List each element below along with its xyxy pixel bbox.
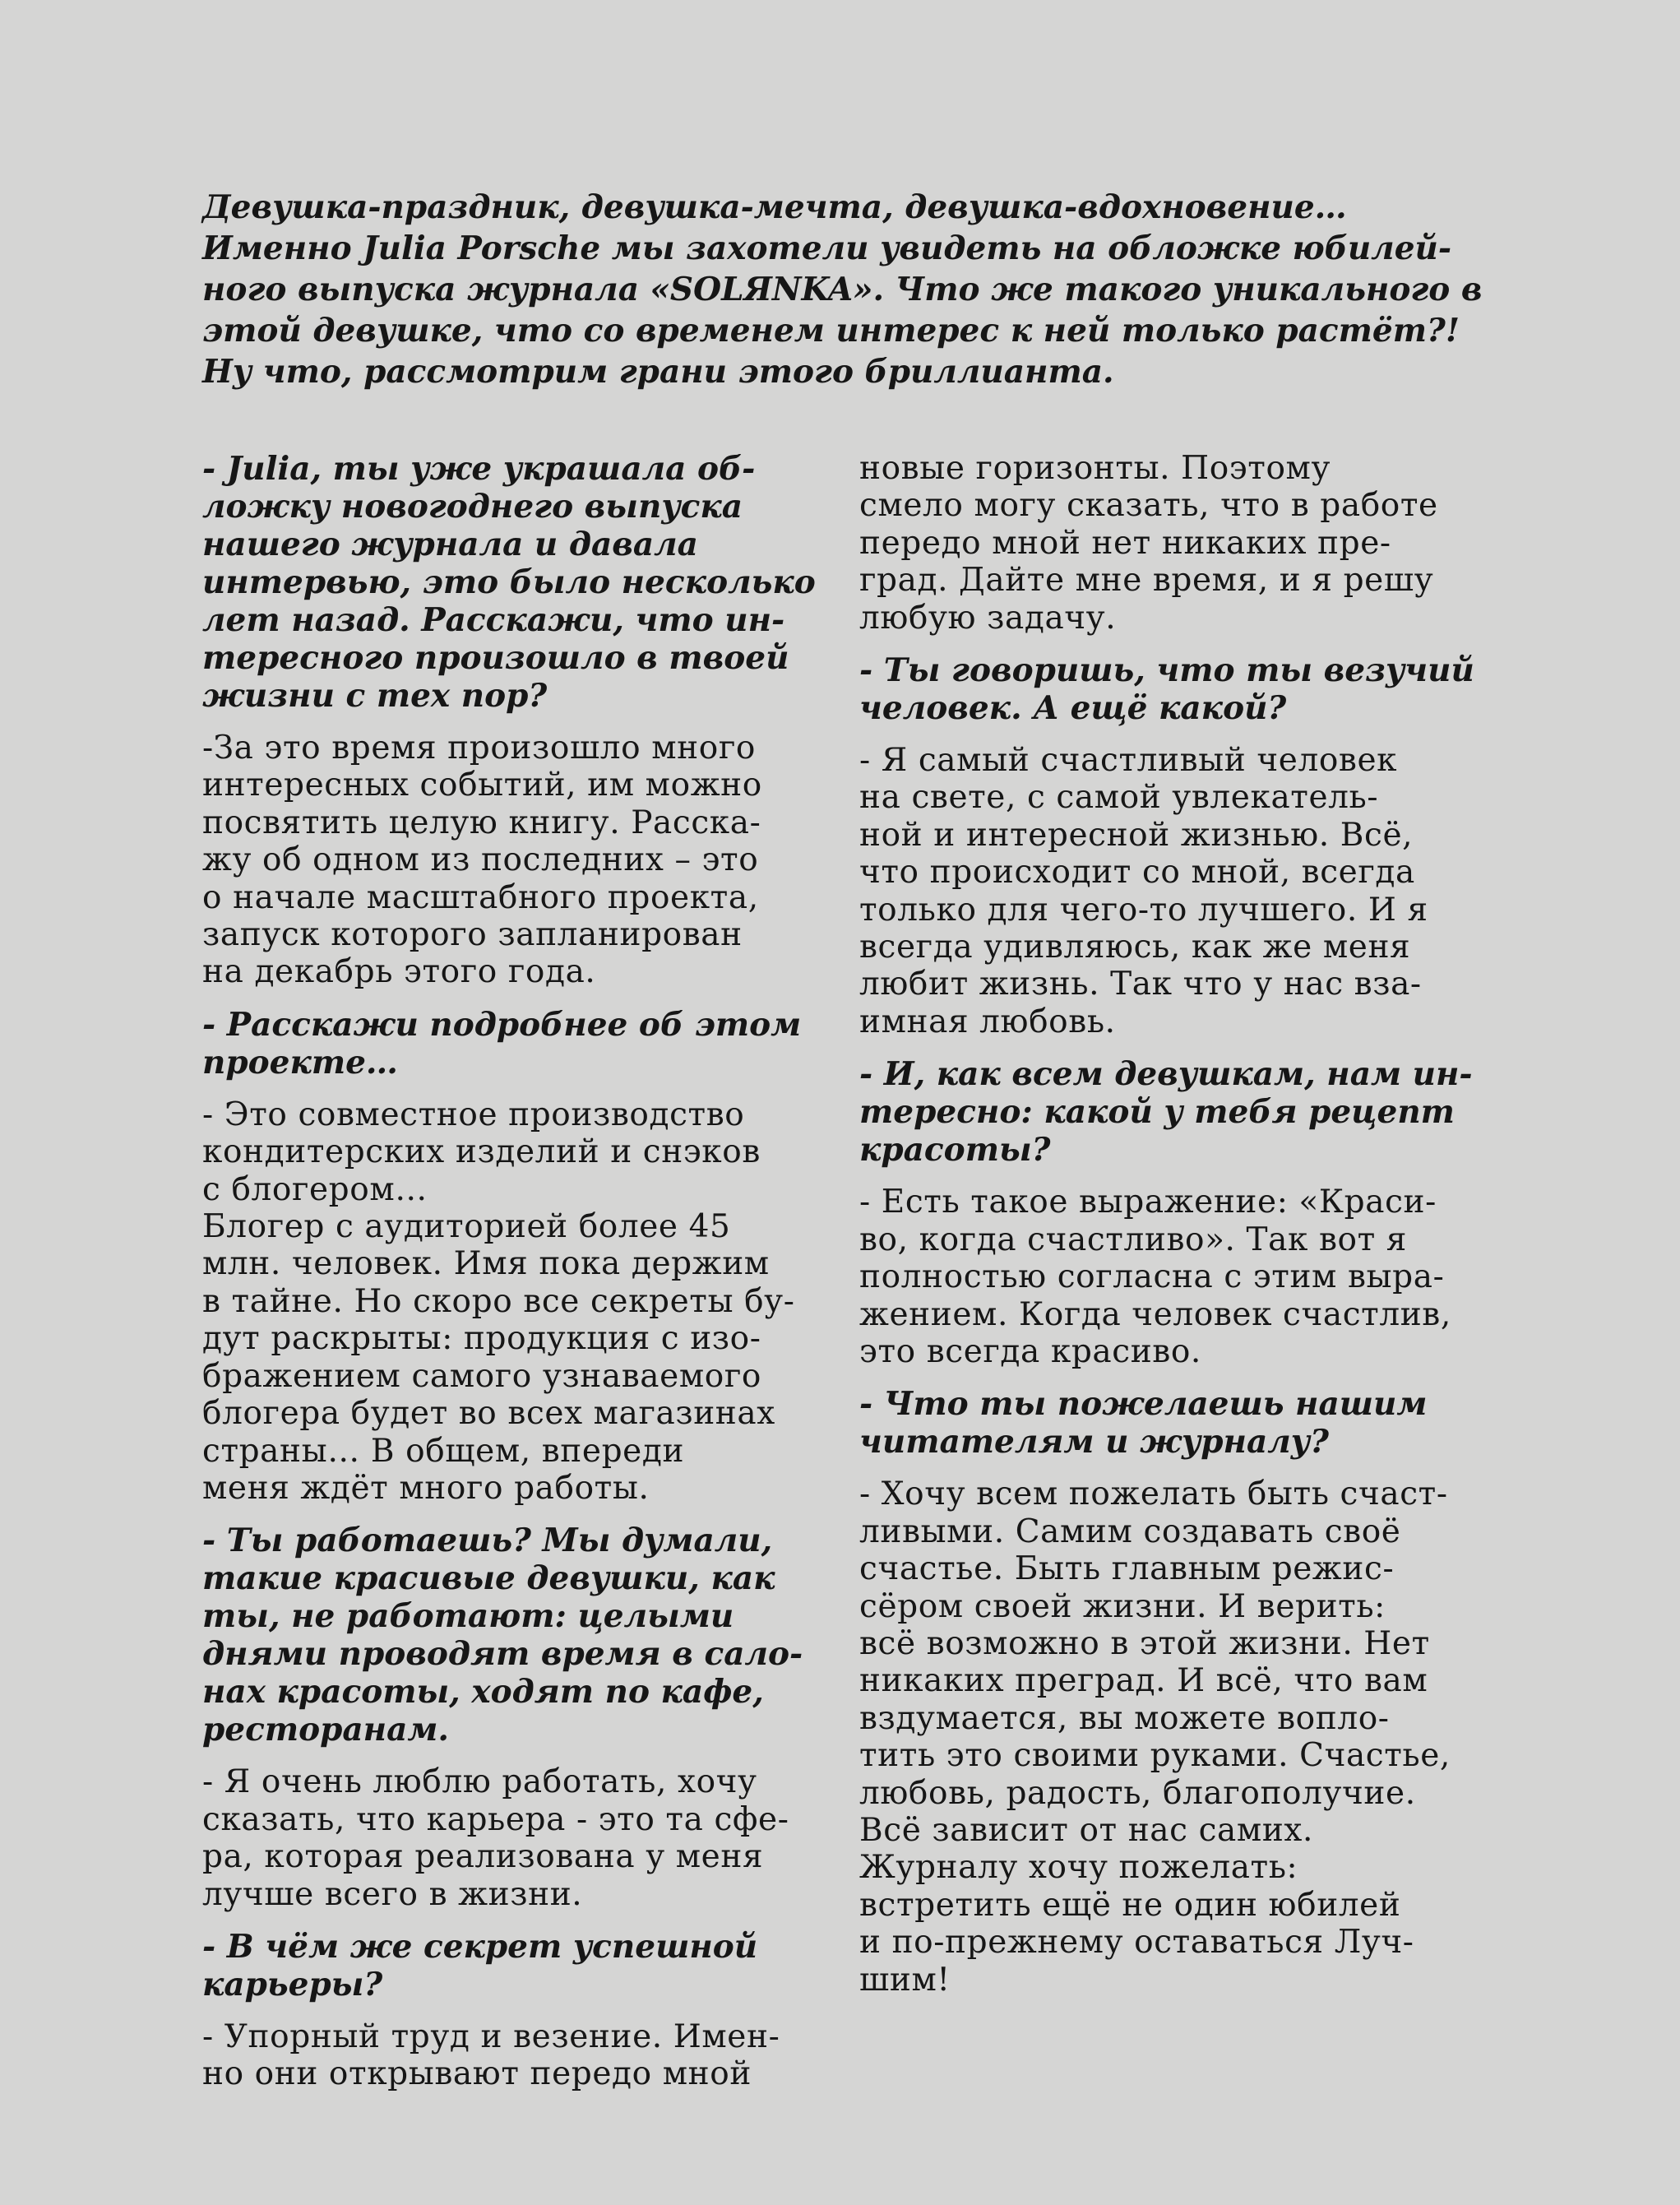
right-column: [859, 450, 1480, 1999]
question-3: - Ты работаешь? Мы думали, такие красивые девушки, как ты, не работают: целыми днями проводят время в сало- нах красоты, ходят по кафе, ресторанам.: [202, 1522, 803, 1749]
question-2: - Расскажи подробнее об этом проекте…: [202, 1005, 802, 1082]
intro-lead: Девушка-праздник, девушка-мечта, девушка-вдохновение… Именно Julia Porsche мы захотели увидеть на обложке юбилей- ного выпуска журнала «SOLЯNKA». Что же такого уникального в этой девушке, что со временем интерес к ней только растёт?! Ну что, рассмотрим грани этого бриллианта.: [202, 188, 1483, 391]
question-5: - Ты говоришь, что ты везучий человек. А ещё какой?: [859, 651, 1474, 728]
question-7: - Что ты пожелаешь нашим читателям и журналу?: [859, 1385, 1428, 1462]
question-4: - В чём же секрет успешной карьеры?: [202, 1927, 758, 2003]
question-6: - И, как всем девушкам, нам ин- тересно: какой у тебя рецепт красоты?: [859, 1055, 1473, 1170]
answer-4-continued: новые горизонты. Поэтому смело могу сказать, что в работе передо мной нет никаких пре- град. Дайте мне время, и я решу любую задачу.: [859, 450, 1438, 637]
answer-4-start: - Упорный труд и везение. Имен- но они открывают передо мной: [202, 2017, 780, 2093]
left-column: [202, 450, 823, 2093]
answer-5: - Я самый счастливый человек на свете, с самой увлекатель- ной и интересной жизнью. Всё, что происходит со мной, всегда только для чего-то лучшего. И я всегда удивляюсь, как же меня любит жизнь. Так что у нас вза- имная любовь.: [859, 742, 1428, 1040]
question-1: - Julia, ты уже украшала об- ложку новогоднего выпуска нашего журнала и давала интервью, это было несколько лет назад. Расскажи, что ин- тересного произошло в твоей жизни с тех пор?: [202, 450, 816, 715]
answer-3: - Я очень люблю работать, хочу сказать, что карьера - это та сфе- ра, которая реализована у меня лучше всего в жизни.: [202, 1763, 789, 1913]
answer-7: - Хочу всем пожелать быть счаст- ливыми. Самим создавать своё счастье. Быть главным режис- сёром своей жизни. И верить: всё возможно в этой жизни. Нет никаких преград. И всё, что вам вздумается, вы можете вопло- тить это своими руками. Счастье, любовь, радость, благополучие. Всё зависит от нас самих. Журналу хочу пожелать: встретить ещё не один юбилей и по-прежнему оставаться Луч- шим!: [859, 1475, 1451, 1999]
answer-1: -За это время произошло много интересных событий, им можно посвятить целую книгу. Расска- жу об одном из последних – это о начале масштабного проекта, запуск которого запланирован на декабрь этого года.: [202, 730, 762, 991]
answer-2: - Это совместное производство кондитерских изделий и снэков с блогером… Блогер с аудиторией более 45 млн. человек. Имя пока держим в тайне. Но скоро все секреты бу- дут раскрыты: продукция с изо- бражением самого узнаваемого блогера будет во всех магазинах страны… В общем, впереди меня ждёт много работы.: [202, 1096, 795, 1507]
answer-6: - Есть такое выражение: «Краси- во, когда счастливо». Так вот я полностью согласна с этим выра- жением. Когда человек счастлив, это всегда красиво.: [859, 1184, 1451, 1370]
